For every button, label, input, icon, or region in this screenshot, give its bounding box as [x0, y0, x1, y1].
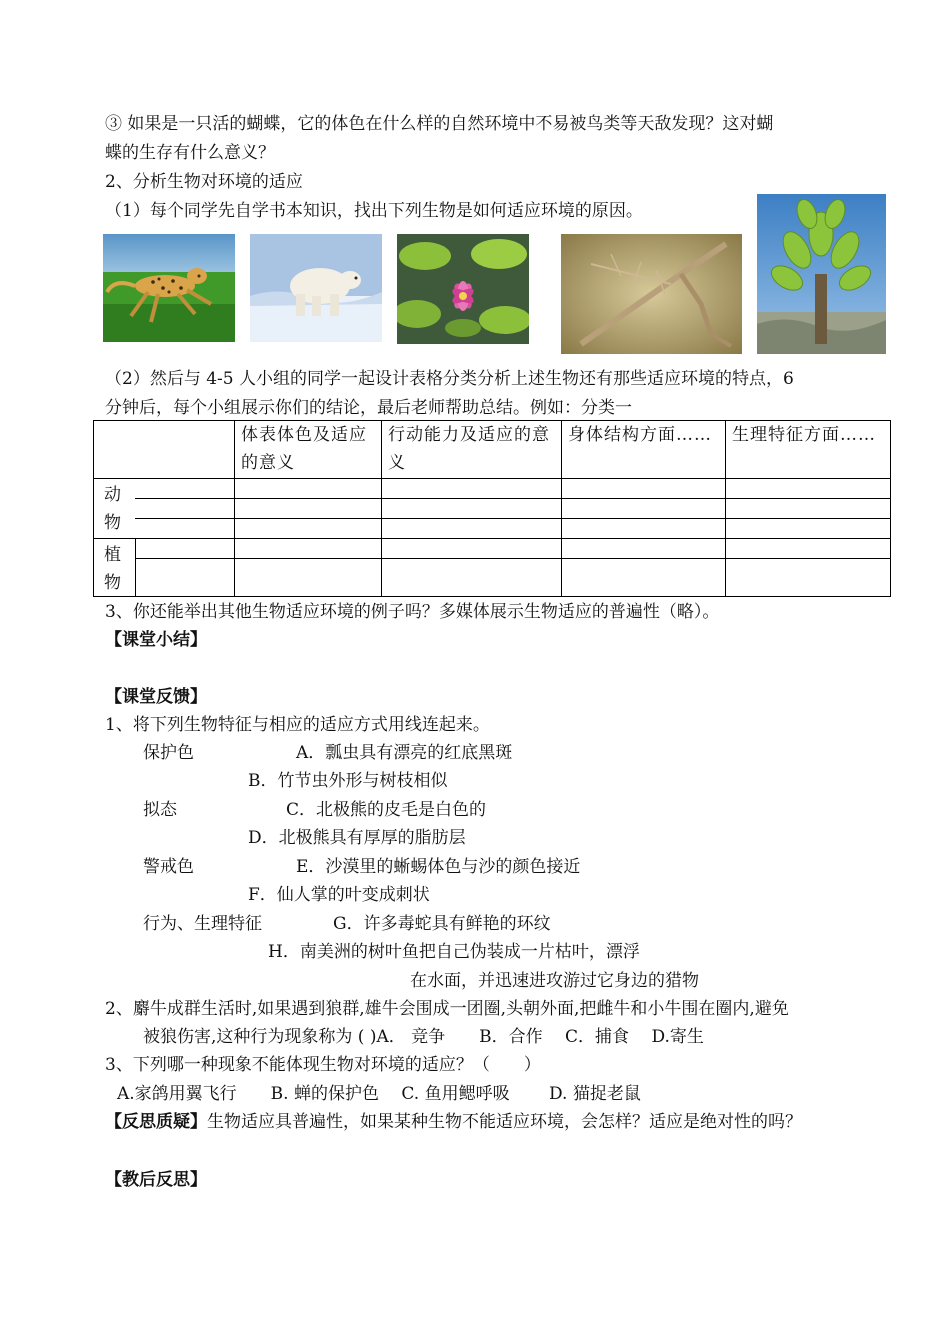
match-left-mimicry: 拟态 [143, 800, 177, 820]
table-corner-cell [94, 421, 235, 479]
reflection-line [105, 1110, 802, 1134]
reflection-title: 【反思质疑】 [105, 1112, 207, 1132]
match-left-warning-color: 警戒色 [143, 857, 194, 877]
step-2-line-1: （2）然后与 4-5 人小组的同学一起设计表格分类分析上述生物还有那些适应环境的特点，6 [105, 369, 794, 389]
row-label-animals: 动物 [104, 485, 121, 533]
table-header-structure: 身体结构方面…… [562, 421, 726, 479]
table-header-color: 体表体色及适应的意义 [235, 421, 382, 479]
match-option-d: D．北极熊具有厚厚的脂肪层 [248, 828, 466, 848]
row-label-plants-cell [94, 539, 235, 597]
match-option-h: H．南美洲的树叶鱼把自己伪装成一片枯叶，漂浮 [268, 942, 640, 962]
item-3: 3、你还能举出其他生物适应环境的例子吗？多媒体展示生物适应的普遍性（略）。 [105, 602, 720, 622]
step-1: （1）每个同学先自学书本知识，找出下列生物是如何适应环境的原因。 [105, 201, 643, 221]
cheetah-photo [103, 234, 235, 342]
match-left-protective-color: 保护色 [143, 743, 194, 763]
polar-bear-photo [250, 234, 382, 342]
match-option-g: G．许多毒蛇具有鲜艳的环纹 [333, 914, 551, 934]
step-2-line-2: 分钟后，每个小组展示你们的结论，最后老师帮助总结。例如：分类一 [105, 398, 632, 418]
question-3-line-2: 蝶的生存有什么意义？ [105, 143, 275, 163]
stick-insect-photo [561, 234, 742, 354]
table-header-physiology: 生理特征方面…… [726, 421, 891, 479]
cactus-photo [757, 194, 886, 354]
summary-title: 【课堂小结】 [105, 630, 207, 650]
match-option-a: A．瓢虫具有漂亮的红底黑斑 [296, 743, 513, 763]
row-label-animals-cell [94, 479, 235, 539]
water-lily-photo [397, 234, 529, 344]
table-header-movement: 行动能力及适应的意义 [382, 421, 562, 479]
table-subline [135, 498, 890, 499]
match-left-behavior: 行为、生理特征 [143, 914, 262, 934]
match-option-c: C．北极熊的皮毛是白色的 [286, 800, 487, 820]
table-subline [135, 518, 890, 519]
table-subline-vertical [135, 538, 136, 596]
reflection-text: 生物适应具普遍性，如果某种生物不能适应环境，会怎样？适应是绝对性的吗？ [207, 1112, 802, 1132]
match-option-b: B．竹节虫外形与树枝相似 [248, 771, 448, 791]
feedback-q3-options: A.家鸽用翼飞行 B. 蝉的保护色 C. 鱼用鳃呼吸 D. 猫捉老鼠 [117, 1084, 641, 1104]
heading-2: 2、分析生物对环境的适应 [105, 172, 303, 192]
after-class-title: 【教后反思】 [105, 1170, 207, 1190]
feedback-q1: 1、将下列生物特征与相应的适应方式用线连起来。 [105, 715, 490, 735]
match-option-f: F．仙人掌的叶变成刺状 [248, 885, 430, 905]
match-option-e: E．沙漠里的蜥蜴体色与沙的颜色接近 [296, 857, 581, 877]
row-label-plants: 植物 [104, 545, 121, 593]
table-subline [135, 558, 890, 559]
feedback-q2-line-1: 2、麝牛成群生活时,如果遇到狼群,雄牛会围成一团圈,头朝外面,把雌牛和小牛围在圈内,避免 [105, 999, 789, 1019]
question-3-line-1: ③ 如果是一只活的蝴蝶，它的体色在什么样的自然环境中不易被鸟类等天敌发现？这对蝴 [105, 114, 774, 134]
feedback-title: 【课堂反馈】 [105, 687, 207, 707]
feedback-q2-line-2: 被狼伤害,这种行为现象称为 ( )A． 竞争 B．合作 C．捕食 D.寄生 [143, 1027, 704, 1047]
match-option-h-continued: 在水面，并迅速进攻游过它身边的猎物 [410, 971, 699, 991]
classification-table [93, 420, 891, 597]
feedback-q3: 3、下列哪一种现象不能体现生物对环境的适应？（ ） [105, 1055, 541, 1075]
